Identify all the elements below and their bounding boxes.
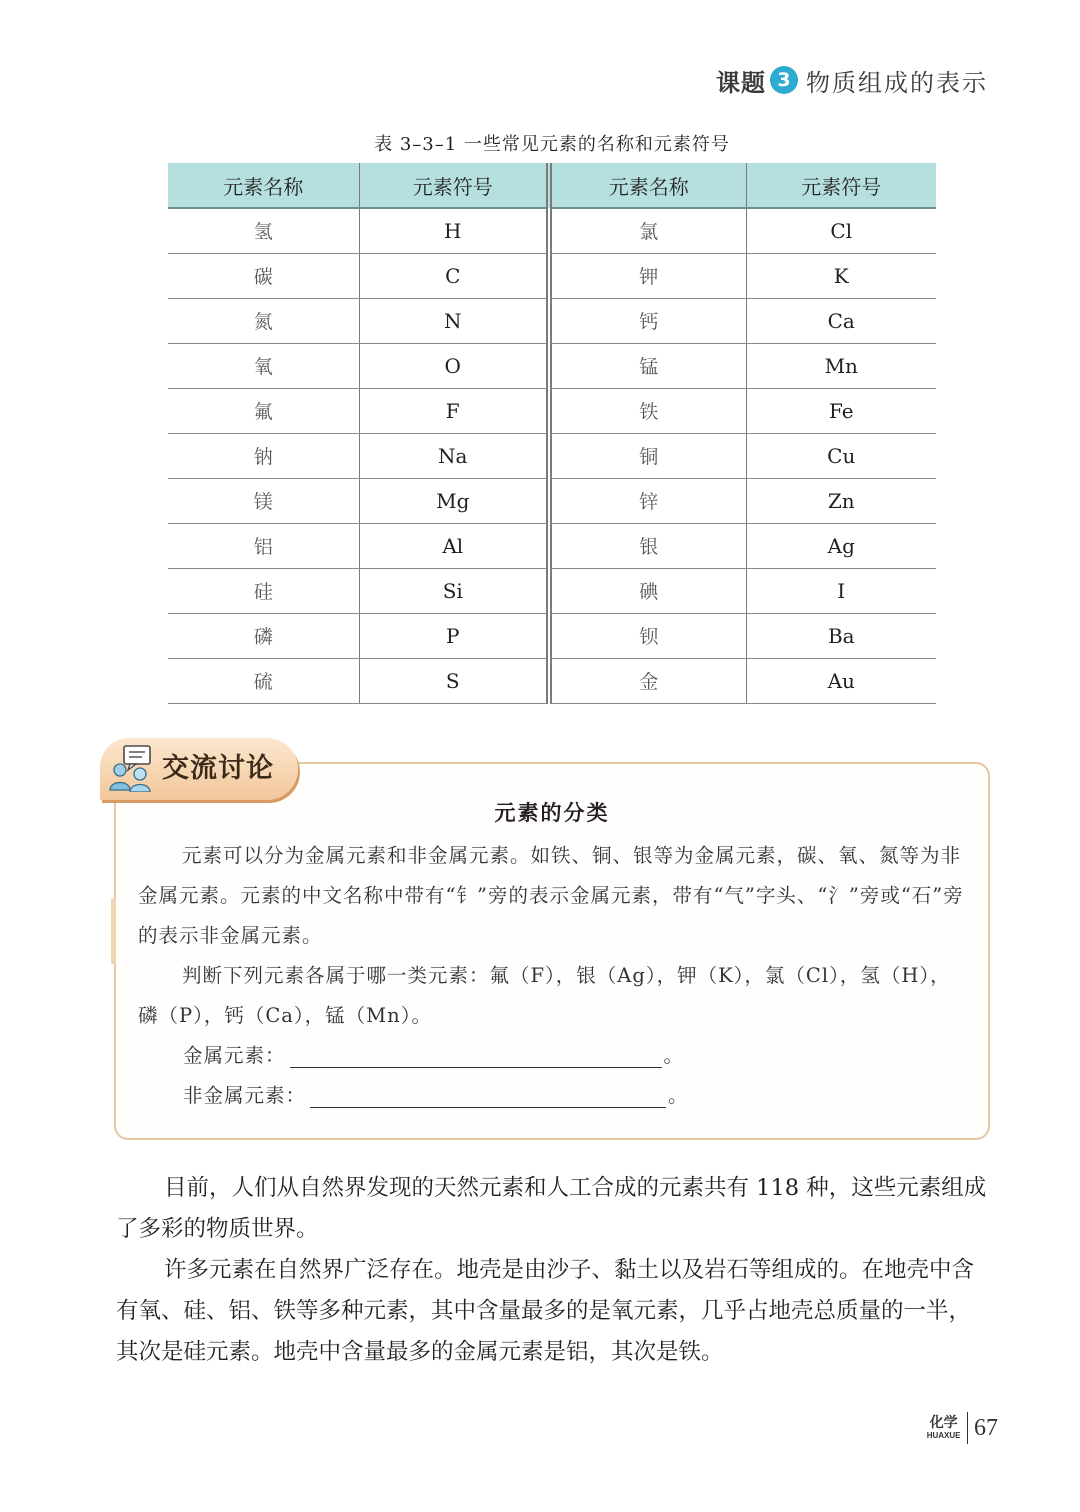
- element-symbol-left-cell: Al: [359, 523, 549, 568]
- element-symbol-right-cell: Fe: [746, 388, 936, 433]
- table-row: [168, 478, 936, 523]
- lesson-title: 物质组成的表示: [806, 68, 988, 97]
- nonmetal-answer-line: [183, 1080, 689, 1108]
- element-name-right-cell: 碘: [549, 568, 746, 613]
- table-row: [168, 568, 936, 613]
- table-row: [168, 523, 936, 568]
- discussion-tab-label: 交流讨论: [162, 753, 274, 784]
- element-symbol-right-cell: Zn: [746, 478, 936, 523]
- element-name-right-cell: 铁: [549, 388, 746, 433]
- nonmetal-answer-label: 非金属元素：: [183, 1084, 307, 1107]
- element-symbol-right-cell: Au: [746, 658, 936, 703]
- footer-divider: [967, 1412, 969, 1444]
- table-row: [168, 298, 936, 343]
- element-symbol-left-cell: Mg: [359, 478, 549, 523]
- header-element-symbol-right: 元素符号: [746, 163, 936, 208]
- element-name-right-cell: 银: [549, 523, 746, 568]
- subject-cn: 化学: [929, 1415, 958, 1431]
- element-symbol-right-cell: Ag: [746, 523, 936, 568]
- page-footer: [927, 1412, 998, 1444]
- nonmetal-answer-end: 。: [668, 1084, 689, 1107]
- table-row: [168, 208, 936, 253]
- element-name-left-cell: 氟: [168, 388, 359, 433]
- element-name-right-cell: 金: [549, 658, 746, 703]
- discussion-paragraph-1: 元素可以分为金属元素和非金属元素。如铁、铜、银等为金属元素，碳、氧、氮等为非金属元素。元素的中文名称中带有“钅”旁的表示金属元素，带有“气”字头、“氵”旁或“石”旁的表示非金属元素。: [138, 844, 964, 947]
- element-name-right-cell: 钙: [549, 298, 746, 343]
- element-name-left-cell: 氢: [168, 208, 359, 253]
- table-row: [168, 253, 936, 298]
- element-symbol-right-cell: Mn: [746, 343, 936, 388]
- subject-en: HUAXUE: [926, 1431, 961, 1440]
- element-name-left-cell: 氮: [168, 298, 359, 343]
- element-name-right-cell: 锌: [549, 478, 746, 523]
- element-symbol-left-cell: O: [359, 343, 549, 388]
- metal-answer-blank[interactable]: [290, 1044, 662, 1068]
- element-symbol-left-cell: S: [359, 658, 549, 703]
- table-body: [168, 208, 936, 703]
- body-paragraph-2: 许多元素在自然界广泛存在。地壳是由沙子、黏土以及岩石等组成的。在地壳中含有氧、硅、铝、铁等多种元素，其中含量最多的是氧元素，几乎占地壳总质量的一半，其次是硅元素。地壳中含量最多的金属元素是铝，其次是铁。: [116, 1257, 975, 1365]
- element-name-left-cell: 磷: [168, 613, 359, 658]
- element-symbol-left-cell: F: [359, 388, 549, 433]
- metal-answer-end: 。: [663, 1044, 685, 1067]
- subject-mark: [927, 1416, 961, 1440]
- table-row: [168, 343, 936, 388]
- table-row: [168, 613, 936, 658]
- element-name-right-cell: 氯: [549, 208, 746, 253]
- element-name-right-cell: 钾: [549, 253, 746, 298]
- element-symbol-left-cell: P: [359, 613, 549, 658]
- element-symbol-right-cell: Cl: [746, 208, 936, 253]
- discussion-side-accent: [111, 898, 116, 964]
- metal-answer-label: 金属元素：: [183, 1044, 286, 1067]
- element-symbol-right-cell: Cu: [746, 433, 936, 478]
- element-symbol-right-cell: K: [746, 253, 936, 298]
- table-row: [168, 658, 936, 703]
- element-name-left-cell: 镁: [168, 478, 359, 523]
- element-name-right-cell: 钡: [549, 613, 746, 658]
- chapter-header: [716, 62, 988, 98]
- element-name-left-cell: 硫: [168, 658, 359, 703]
- metal-answer-line: [183, 1040, 684, 1068]
- table-header-row: [168, 163, 936, 208]
- element-name-left-cell: 氧: [168, 343, 359, 388]
- element-symbol-right-cell: Ba: [746, 613, 936, 658]
- element-symbol-right-cell: Ca: [746, 298, 936, 343]
- table-row: [168, 388, 936, 433]
- element-symbol-left-cell: Si: [359, 568, 549, 613]
- element-name-left-cell: 铝: [168, 523, 359, 568]
- body-paragraph-1: 目前，人们从自然界发现的天然元素和人工合成的元素共有 118 种，这些元素组成了多彩的物质世界。: [116, 1175, 987, 1242]
- nonmetal-answer-blank[interactable]: [310, 1084, 666, 1108]
- element-table: [168, 163, 936, 704]
- discussion-paragraph-2: 判断下列元素各属于哪一类元素：氟（F），银（Ag），钾（K），氯（Cl），氢（H），磷（P），钙（Ca），锰（Mn）。: [138, 964, 951, 1027]
- element-symbol-right-cell: I: [746, 568, 936, 613]
- element-symbol-left-cell: N: [359, 298, 549, 343]
- table-row: [168, 433, 936, 478]
- page-number: 67: [974, 1414, 998, 1441]
- header-element-name-left: 元素名称: [168, 163, 359, 208]
- element-symbol-left-cell: H: [359, 208, 549, 253]
- element-symbol-left-cell: C: [359, 253, 549, 298]
- header-element-name-right: 元素名称: [549, 163, 746, 208]
- discussion-people-icon: [108, 744, 158, 792]
- table-caption: 表 3–3–1 一些常见元素的名称和元素符号: [374, 134, 730, 155]
- element-name-left-cell: 碳: [168, 253, 359, 298]
- header-element-symbol-left: 元素符号: [359, 163, 549, 208]
- element-symbol-left-cell: Na: [359, 433, 549, 478]
- element-name-right-cell: 铜: [549, 433, 746, 478]
- element-name-left-cell: 钠: [168, 433, 359, 478]
- element-name-right-cell: 锰: [549, 343, 746, 388]
- lesson-number-badge: 3: [770, 66, 798, 94]
- discussion-title: 元素的分类: [494, 801, 610, 825]
- lesson-label: 课题: [716, 68, 766, 97]
- element-name-left-cell: 硅: [168, 568, 359, 613]
